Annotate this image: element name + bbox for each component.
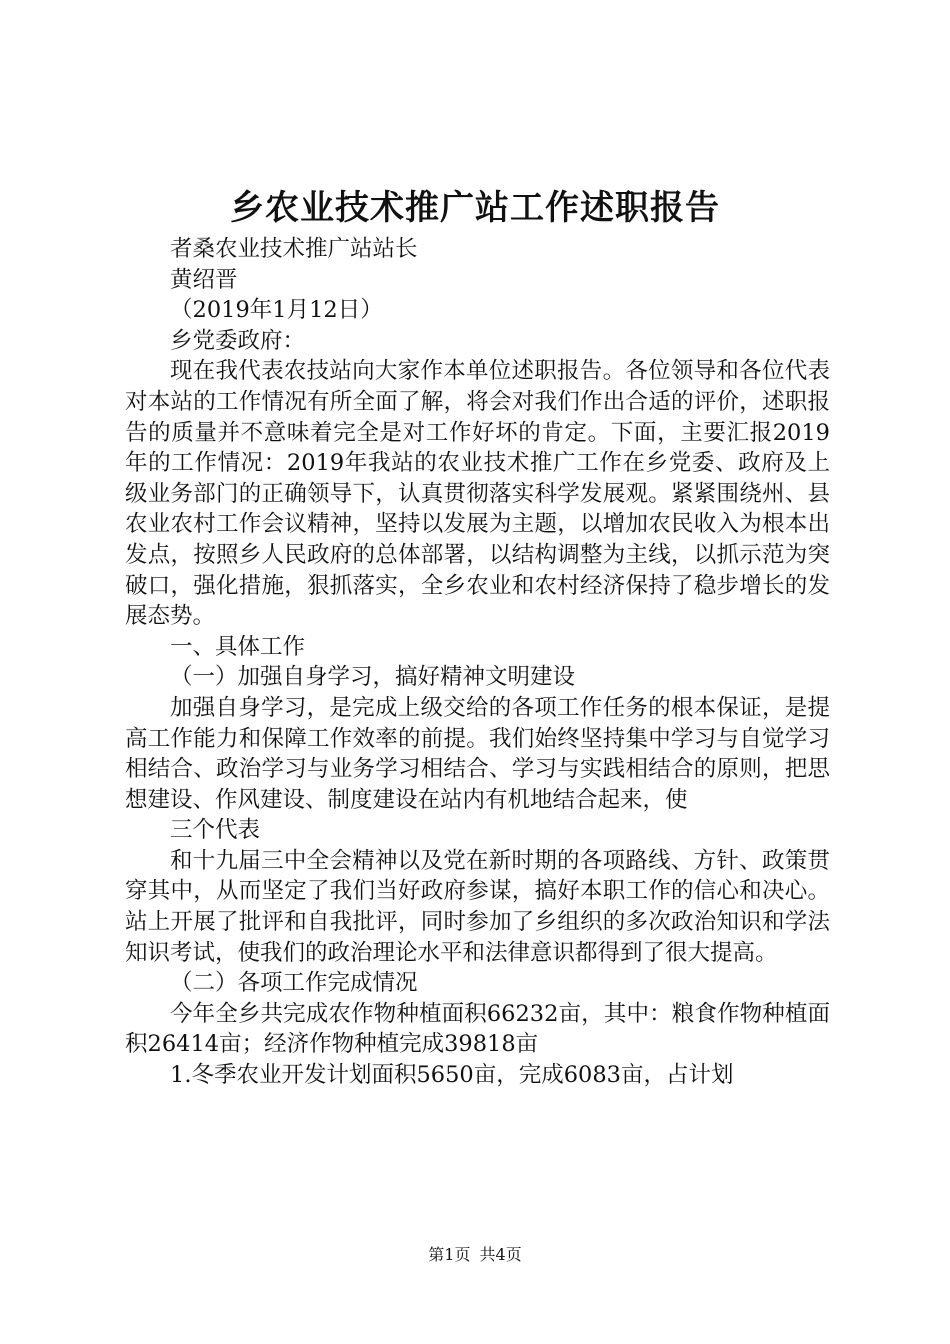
date-line: （2019年1月12日） — [170, 297, 383, 324]
winter-dev-paragraph: 1.冬季农业开发计划面积5650亩，完成6083亩，占计划 — [170, 1062, 734, 1089]
author-title-line: 者桑农业技术推广站站长 — [170, 236, 418, 262]
page-number: 第1页 — [428, 1245, 471, 1264]
section-heading-1: 一、具体工作 — [170, 633, 306, 660]
page-total: 共4页 — [479, 1245, 522, 1264]
author-name-line: 黄绍晋 — [170, 266, 238, 293]
planting-paragraph: 今年全乡共完成农作物种植面积66232亩，其中：粮食作物种植面积26414亩；经济作物种植完成39818亩 — [125, 1000, 830, 1058]
subsection-heading-1: （一）加强自身学习，搞好精神文明建设 — [170, 664, 576, 691]
study-paragraph: 加强自身学习，是完成上级交给的各项工作任务的根本保证，是提高工作能力和保障工作效率的前提。我们始终坚持集中学习与自觉学习相结合、政治学习与业务学习相结合、学习与实践相结合的原则，把思想建设、作风建设、制度建设在站内有机地结合起来，使 — [125, 694, 830, 813]
salutation-line: 乡党委政府： — [170, 327, 306, 354]
three-represents-line: 三个代表 — [170, 817, 261, 844]
document-body — [125, 234, 830, 1091]
document-title: 乡农业技术推广站工作述职报告 — [230, 188, 720, 228]
policy-paragraph: 和十九届三中全会精神以及党在新时期的各项路线、方针、政策贯穿其中，从而坚定了我们当好政府参谋，搞好本职工作的信心和决心。站上开展了批评和自我批评，同时参加了乡组织的多次政治知识和学法知识考试，使我们的政治理论水平和法律意识都得到了很大提高。 — [125, 847, 830, 966]
page-footer — [0, 1243, 950, 1267]
intro-paragraph: 现在我代表农技站向大家作本单位述职报告。各位领导和各位代表对本站的工作情况有所全面了解，将会对我们作出合适的评价，述职报告的质量并不意味着完全是对工作好坏的肯定。下面，主要汇报2019年的工作情况：2019年我站的农业技术推广工作在乡党委、政府及上级业务部门的正确领导下，认真贯彻落实科学发展观。紧紧围绕州、县农业农村工作会议精神，坚持以发展为主题，以增加农民收入为根本出发点，按照乡人民政府的总体部署，以结构调整为主线，以抓示范为突破口，强化措施，狠抓落实，全乡农业和农村经济保持了稳步增长的发展态势。 — [125, 358, 830, 630]
subsection-heading-2: （二）各项工作完成情况 — [170, 970, 418, 997]
